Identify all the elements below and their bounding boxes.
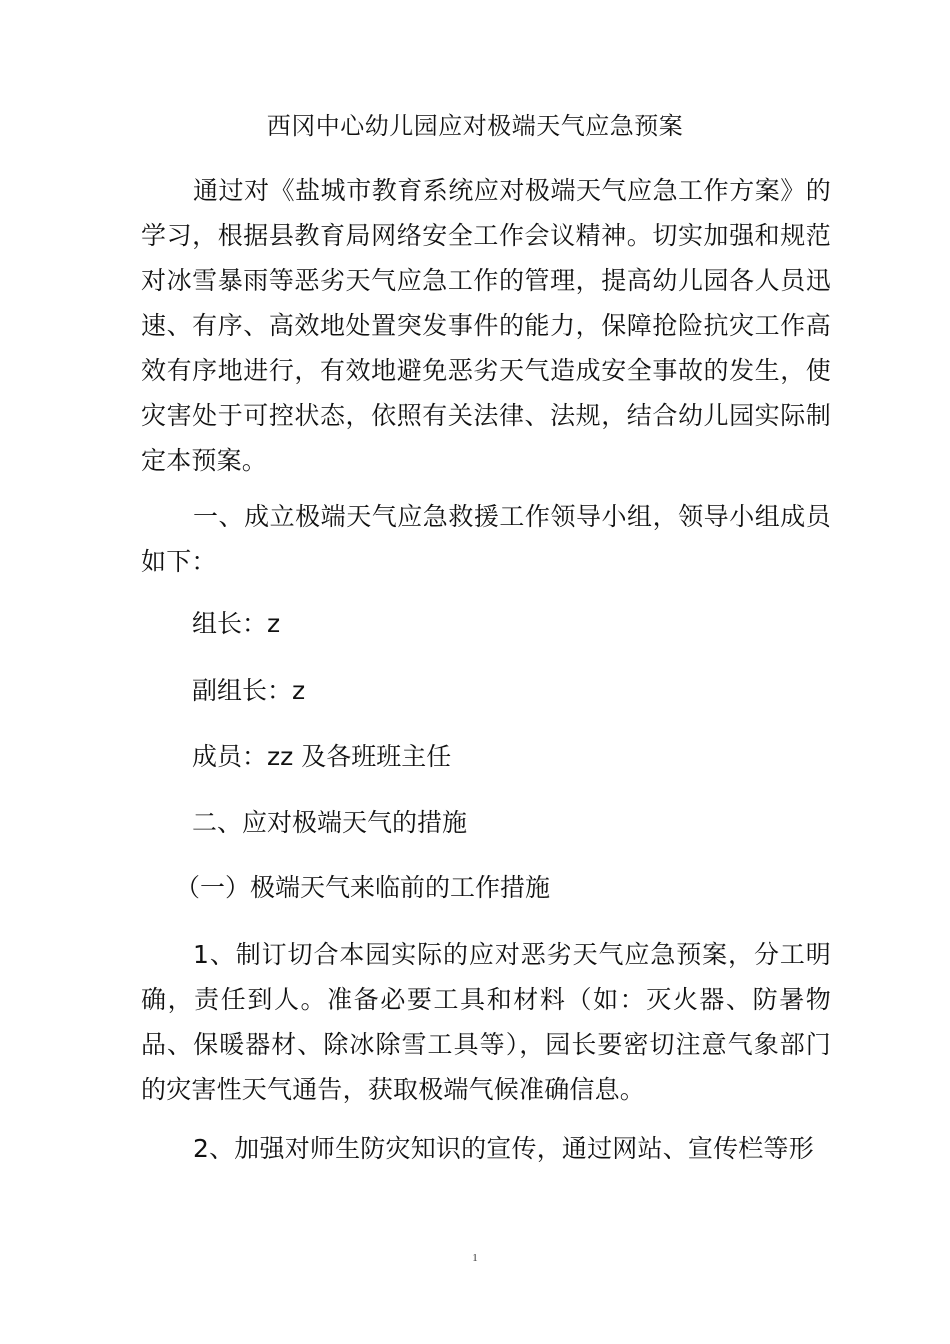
section1-heading: 一、成立极端天气应急救援工作领导小组，领导小组成员如下： (141, 502, 831, 576)
page-number: 1 (472, 1252, 478, 1264)
document-title: 西冈中心幼儿园应对极端天气应急预案 (266, 112, 684, 140)
item1-paragraph: 1、制订切合本园实际的应对恶劣天气应急预案，分工明确，责任到人。准备必要工具和材料（如：灭火器、防暑物品、保暖器材、除冰除雪工具等），园长要密切注意气象部门的灾害性天气通告，获取极端气候准确信息。 (141, 940, 831, 1104)
leader-line: 组长：z (192, 609, 281, 638)
section2-heading: 二、应对极端天气的措施 (192, 808, 468, 837)
item2-paragraph: 2、加强对师生防灾知识的宣传，通过网站、宣传栏等形 (193, 1134, 814, 1163)
members-line: 成员：zz 及各班班主任 (192, 742, 452, 771)
subsection1-heading: （一）极端天气来临前的工作措施 (175, 873, 551, 902)
intro-paragraph: 通过对《盐城市教育系统应对极端天气应急工作方案》的学习，根据县教育局网络安全工作会议精神。切实加强和规范对冰雪暴雨等恶劣天气应急工作的管理，提高幼儿园各人员迅速、有序、高效地处置突发事件的能力，保障抢险抗灾工作高效有序地进行，有效地避免恶劣天气造成安全事故的发生，使灾害处于可控状态，依照有关法律、法规，结合幼儿园实际制定本预案。 (141, 176, 831, 475)
deputy-leader-line: 副组长：z (192, 676, 306, 705)
